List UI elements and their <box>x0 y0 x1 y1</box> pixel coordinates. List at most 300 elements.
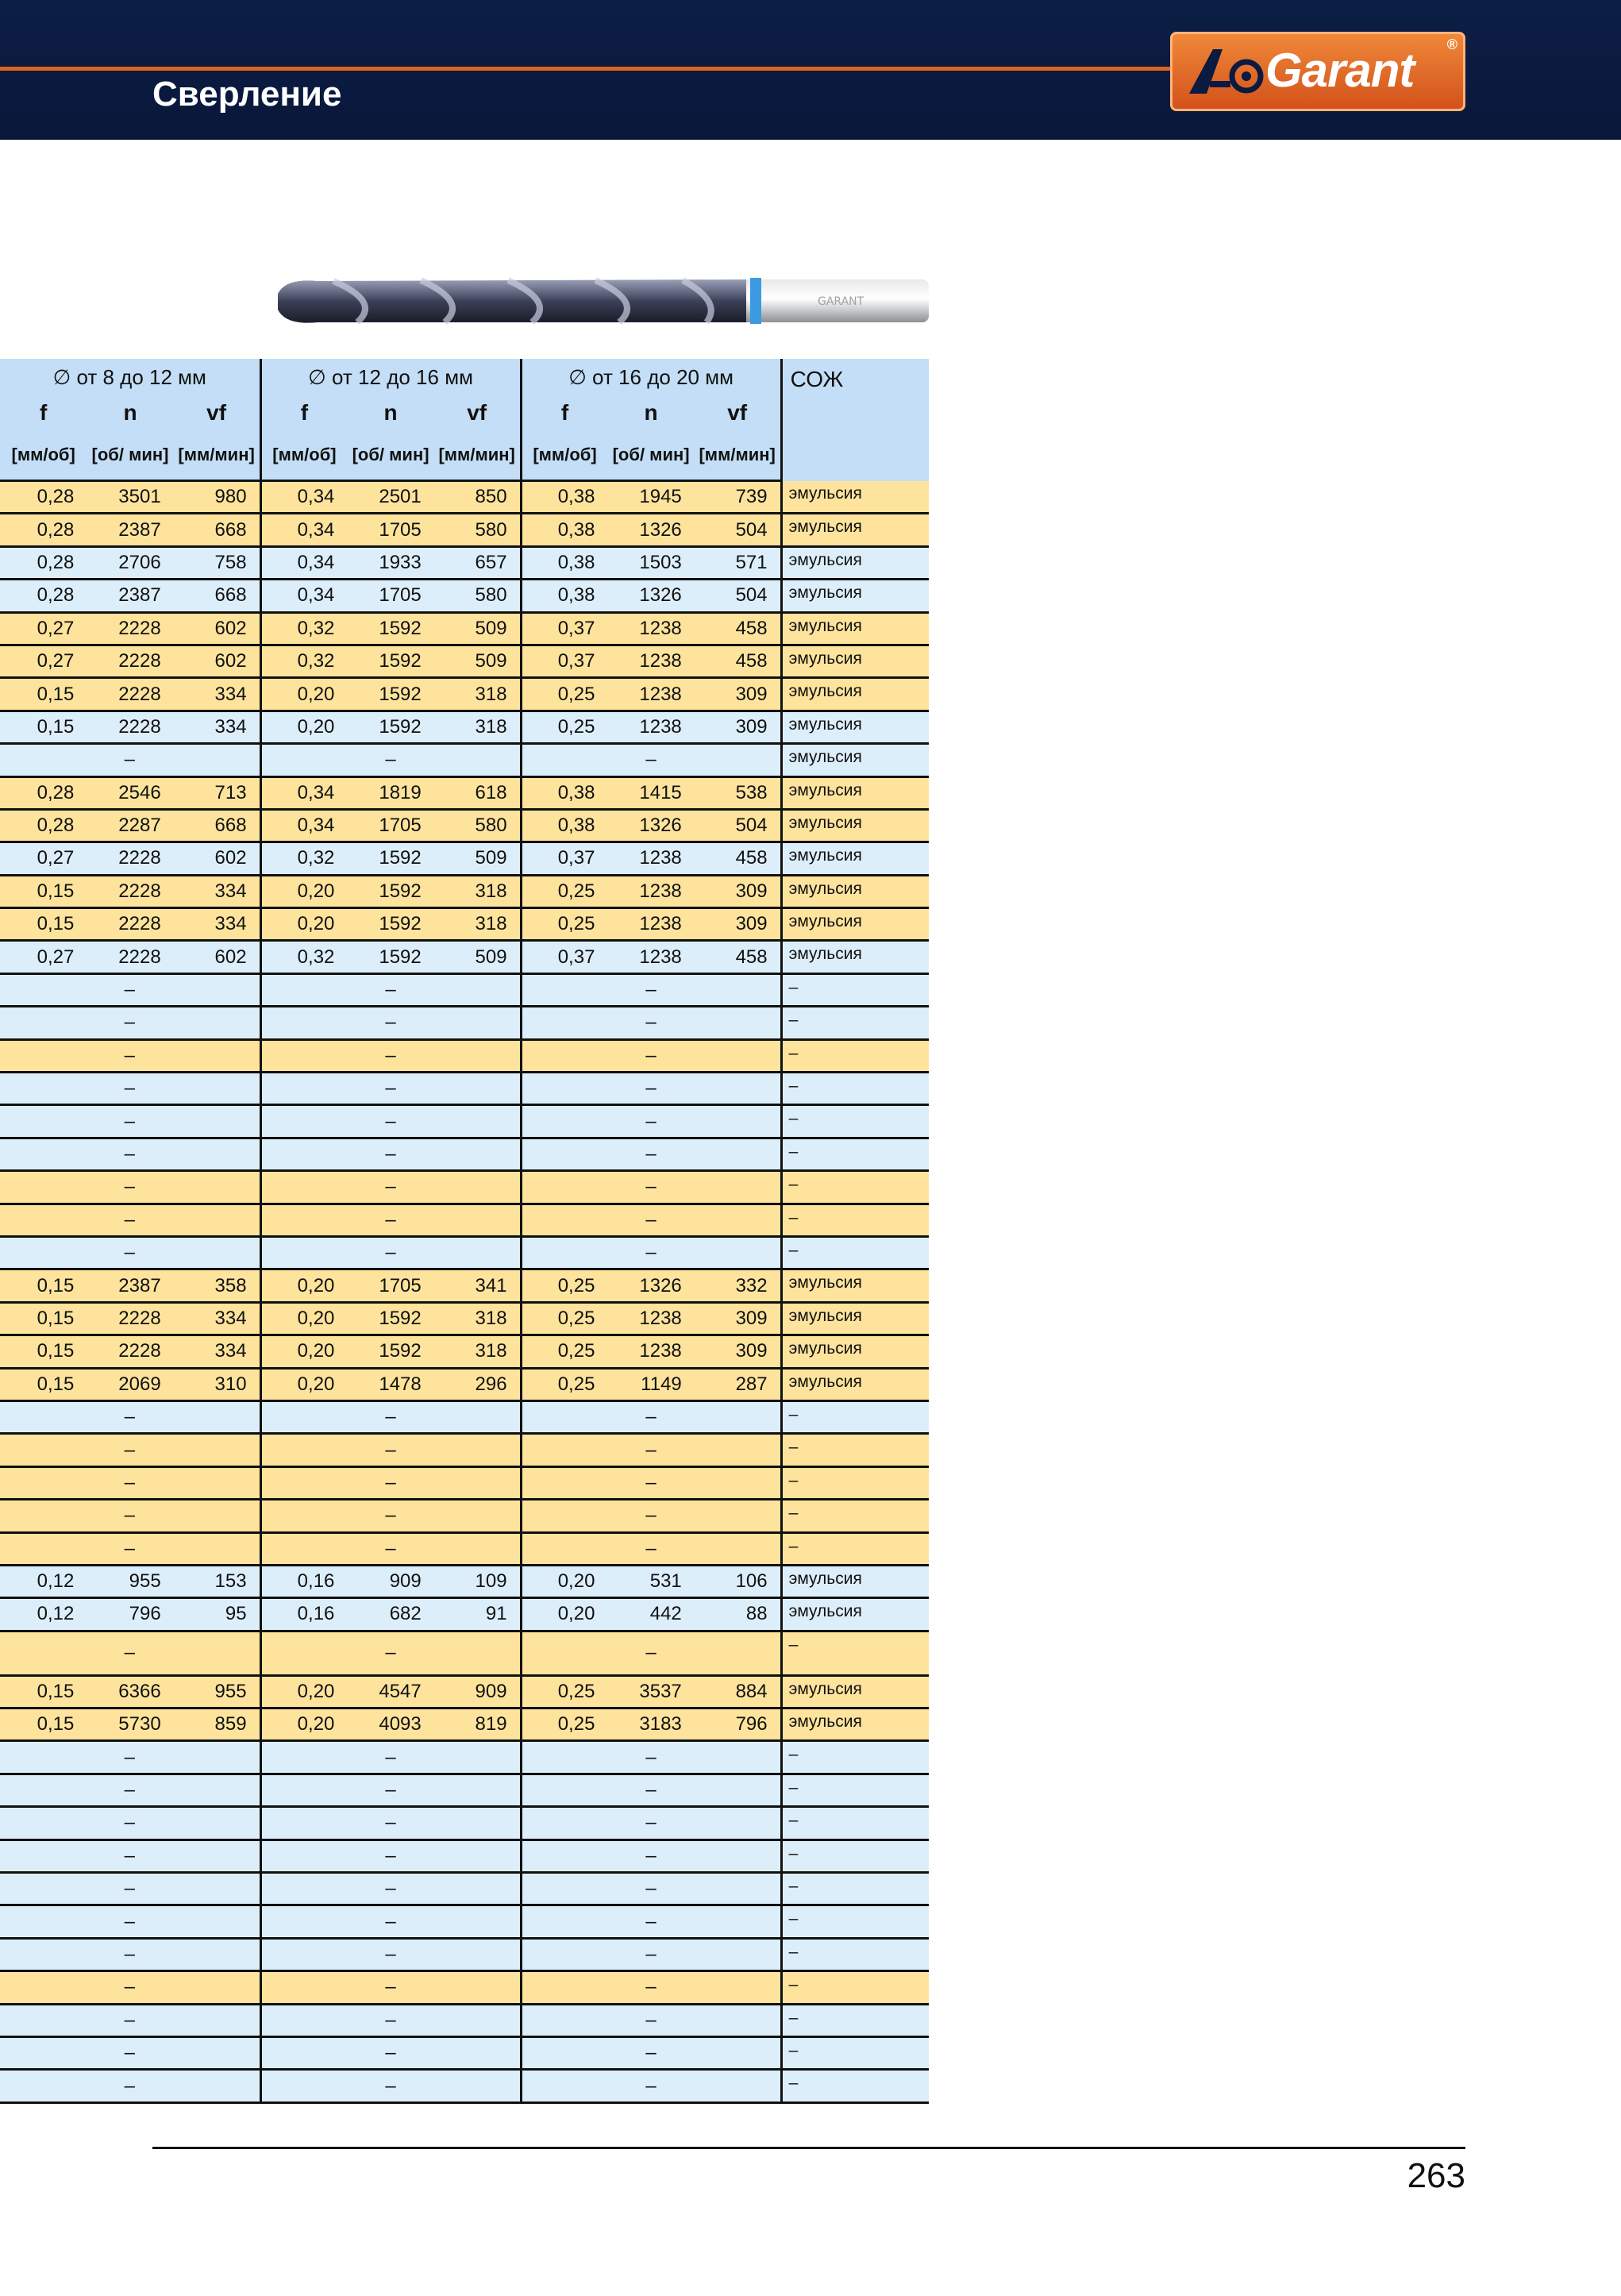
table-cell: 3537 <box>607 1675 694 1708</box>
table-cell: 509 <box>434 645 521 677</box>
coolant-cell: эмульсия <box>781 941 929 973</box>
table-cell: 0,12 <box>0 1565 87 1597</box>
table-cell: 1592 <box>347 711 433 743</box>
table-cell: 0,28 <box>0 481 87 514</box>
table-cell: 1945 <box>607 481 694 514</box>
table-cell-empty: – <box>521 1905 781 1938</box>
group-header-12-16: ∅ от 12 до 16 мм <box>260 359 521 395</box>
table-cell-empty: – <box>260 1741 521 1774</box>
table-cell: 334 <box>174 711 260 743</box>
table-cell: 287 <box>695 1368 781 1400</box>
table-row <box>0 1138 929 1170</box>
coolant-cell: – <box>781 1434 929 1466</box>
table-cell: 1149 <box>607 1368 694 1400</box>
table-cell: 2387 <box>87 1269 173 1302</box>
table-row <box>0 481 929 514</box>
table-cell: 0,15 <box>0 1368 87 1400</box>
table-cell: 796 <box>87 1598 173 1631</box>
table-row <box>0 2070 929 2102</box>
table-cell-empty: – <box>0 2036 260 2069</box>
table-row <box>0 1500 929 1532</box>
table-row <box>0 1171 929 1204</box>
table-cell: 3501 <box>87 481 173 514</box>
coolant-cell: – <box>781 1971 929 2004</box>
table-cell: 1933 <box>347 546 433 579</box>
coolant-cell: – <box>781 1774 929 1806</box>
table-cell: 4093 <box>347 1709 433 1741</box>
table-cell-empty: – <box>260 1039 521 1072</box>
table-cell: 0,28 <box>0 580 87 612</box>
table-cell-empty: – <box>260 1073 521 1105</box>
table-cell: 458 <box>695 941 781 973</box>
table-row <box>0 1073 929 1105</box>
symbol-f: f <box>0 395 87 430</box>
table-cell-empty: – <box>0 1138 260 1170</box>
table-cell-empty: – <box>521 744 781 776</box>
table-cell: 980 <box>174 481 260 514</box>
table-row <box>0 1039 929 1072</box>
table-cell: 1592 <box>347 645 433 677</box>
table-row <box>0 842 929 875</box>
table-row <box>0 678 929 711</box>
table-row <box>0 645 929 677</box>
table-cell: 2228 <box>87 842 173 875</box>
table-cell-empty: – <box>0 1774 260 1806</box>
table-cell: 0,27 <box>0 842 87 875</box>
table-cell: 1592 <box>347 1335 433 1368</box>
table-row <box>0 1565 929 1597</box>
table-cell-empty: – <box>521 1839 781 1872</box>
table-cell: 334 <box>174 875 260 907</box>
table-cell: 602 <box>174 645 260 677</box>
table-row <box>0 1839 929 1872</box>
table-cell-empty: – <box>260 2036 521 2069</box>
table-row <box>0 1007 929 1039</box>
table-cell: 504 <box>695 580 781 612</box>
coolant-cell: эмульсия <box>781 645 929 677</box>
table-cell: 1705 <box>347 1269 433 1302</box>
table-cell: 504 <box>695 514 781 546</box>
table-cell: 819 <box>434 1709 521 1741</box>
table-cell: 2706 <box>87 546 173 579</box>
table-row <box>0 1105 929 1138</box>
table-cell: 0,16 <box>260 1565 347 1597</box>
coolant-cell: эмульсия <box>781 1675 929 1708</box>
table-cell: 509 <box>434 842 521 875</box>
coolant-cell: эмульсия <box>781 580 929 612</box>
table-cell-empty: – <box>0 2004 260 2036</box>
table-row <box>0 1302 929 1335</box>
table-cell-empty: – <box>260 1873 521 1905</box>
table-cell-empty: – <box>260 1774 521 1806</box>
table-cell: 0,25 <box>521 875 607 907</box>
coolant-cell: – <box>781 1631 929 1675</box>
table-cell: 0,32 <box>260 941 347 973</box>
table-cell: 0,15 <box>0 1675 87 1708</box>
cutting-data-table <box>0 359 929 2104</box>
table-cell: 0,25 <box>521 1709 607 1741</box>
table-cell-empty: – <box>260 1839 521 1872</box>
table-cell: 0,34 <box>260 481 347 514</box>
cutting-data-table-wrap <box>0 359 929 2104</box>
table-cell: 109 <box>434 1565 521 1597</box>
table-cell-empty: – <box>0 973 260 1006</box>
coolant-cell: эмульсия <box>781 908 929 941</box>
table-cell: 2228 <box>87 678 173 711</box>
table-cell: 0,25 <box>521 1269 607 1302</box>
table-cell: 884 <box>695 1675 781 1708</box>
table-cell: 0,25 <box>521 1675 607 1708</box>
table-cell-empty: – <box>0 1631 260 1675</box>
garant-logo <box>1170 32 1465 111</box>
table-cell: 1592 <box>347 678 433 711</box>
coolant-cell: эмульсия <box>781 1598 929 1631</box>
table-cell: 0,15 <box>0 1709 87 1741</box>
table-cell: 0,38 <box>521 546 607 579</box>
symbol-n: n <box>347 395 433 430</box>
table-cell: 334 <box>174 678 260 711</box>
table-cell: 0,20 <box>260 875 347 907</box>
table-cell: 682 <box>347 1598 433 1631</box>
table-cell-empty: – <box>0 1532 260 1565</box>
table-cell-empty: – <box>521 1741 781 1774</box>
table-cell: 1238 <box>607 941 694 973</box>
table-cell: 0,28 <box>0 809 87 842</box>
table-cell: 602 <box>174 612 260 645</box>
table-cell: 571 <box>695 546 781 579</box>
table-cell-empty: – <box>260 1466 521 1499</box>
table-cell: 2228 <box>87 645 173 677</box>
table-cell: 955 <box>87 1565 173 1597</box>
unit-feed-rate: [мм/мин] <box>174 430 260 481</box>
table-cell-empty: – <box>0 1873 260 1905</box>
coolant-cell: – <box>781 2004 929 2036</box>
table-row <box>0 514 929 546</box>
table-cell: 0,38 <box>521 481 607 514</box>
table-cell: 0,37 <box>521 612 607 645</box>
coolant-cell: эмульсия <box>781 1269 929 1302</box>
table-cell: 1592 <box>347 875 433 907</box>
table-cell: 1592 <box>347 941 433 973</box>
table-cell-empty: – <box>260 1807 521 1839</box>
table-cell: 580 <box>434 809 521 842</box>
unit-rpm: [об/ мин] <box>87 430 173 481</box>
table-cell: 458 <box>695 842 781 875</box>
table-cell-empty: – <box>521 1400 781 1433</box>
table-cell: 0,34 <box>260 809 347 842</box>
coolant-cell: – <box>781 1938 929 1970</box>
table-cell: 955 <box>174 1675 260 1708</box>
coolant-cell: эмульсия <box>781 875 929 907</box>
table-cell-empty: – <box>0 1839 260 1872</box>
table-cell-empty: – <box>0 1905 260 1938</box>
coolant-cell: эмульсия <box>781 678 929 711</box>
table-cell: 0,25 <box>521 908 607 941</box>
table-cell: 88 <box>695 1598 781 1631</box>
table-cell-empty: – <box>521 2004 781 2036</box>
table-cell: 0,34 <box>260 514 347 546</box>
table-cell: 0,37 <box>521 842 607 875</box>
table-cell: 0,34 <box>260 580 347 612</box>
coolant-cell: эмульсия <box>781 1565 929 1597</box>
table-row <box>0 1971 929 2004</box>
table-cell-empty: – <box>0 1400 260 1433</box>
table-cell: 0,12 <box>0 1598 87 1631</box>
drill-image <box>270 270 937 333</box>
table-cell: 1592 <box>347 908 433 941</box>
table-row <box>0 1368 929 1400</box>
coolant-cell: эмульсия <box>781 776 929 809</box>
table-cell: 1238 <box>607 908 694 941</box>
coolant-cell: эмульсия <box>781 481 929 514</box>
table-row <box>0 2004 929 2036</box>
table-cell: 850 <box>434 481 521 514</box>
table-cell-empty: – <box>260 1905 521 1938</box>
table-cell-empty: – <box>521 1105 781 1138</box>
table-cell: 618 <box>434 776 521 809</box>
coolant-cell: эмульсия <box>781 1302 929 1335</box>
table-cell: 458 <box>695 612 781 645</box>
table-row <box>0 809 929 842</box>
table-cell-empty: – <box>0 1466 260 1499</box>
table-cell: 309 <box>695 1302 781 1335</box>
group-header-16-20: ∅ от 16 до 20 мм <box>521 359 781 395</box>
table-row <box>0 1905 929 1938</box>
table-cell: 909 <box>347 1565 433 1597</box>
table-cell: 296 <box>434 1368 521 1400</box>
coolant-cell: эмульсия <box>781 612 929 645</box>
coolant-cell: – <box>781 1007 929 1039</box>
table-cell: 0,27 <box>0 612 87 645</box>
coolant-cell: эмульсия <box>781 514 929 546</box>
table-cell: 2287 <box>87 809 173 842</box>
table-row <box>0 1807 929 1839</box>
table-cell: 309 <box>695 711 781 743</box>
table-cell: 0,20 <box>260 1302 347 1335</box>
table-cell-empty: – <box>0 1204 260 1236</box>
table-row <box>0 1774 929 1806</box>
symbol-f: f <box>260 395 347 430</box>
table-cell: 0,20 <box>260 678 347 711</box>
table-cell-empty: – <box>260 1138 521 1170</box>
table-cell-empty: – <box>0 1007 260 1039</box>
table-cell-empty: – <box>521 1466 781 1499</box>
page-number: 263 <box>1407 2156 1465 2195</box>
table-cell: 0,25 <box>521 1302 607 1335</box>
table-cell-empty: – <box>260 1434 521 1466</box>
table-cell-empty: – <box>521 1938 781 1970</box>
coolant-cell: – <box>781 2036 929 2069</box>
table-cell: 318 <box>434 678 521 711</box>
table-cell: 0,37 <box>521 645 607 677</box>
table-cell: 0,16 <box>260 1598 347 1631</box>
table-cell-empty: – <box>0 1500 260 1532</box>
table-cell: 309 <box>695 908 781 941</box>
table-cell-empty: – <box>521 2070 781 2102</box>
table-row <box>0 1204 929 1236</box>
unit-feed: [мм/об] <box>0 430 87 481</box>
group-header-8-12: ∅ от 8 до 12 мм <box>0 359 260 395</box>
table-cell: 318 <box>434 1302 521 1335</box>
table-cell: 2228 <box>87 1302 173 1335</box>
table-row <box>0 875 929 907</box>
table-cell: 0,27 <box>0 941 87 973</box>
table-row <box>0 908 929 941</box>
table-cell: 95 <box>174 1598 260 1631</box>
table-cell: 309 <box>695 875 781 907</box>
table-cell: 0,20 <box>521 1598 607 1631</box>
table-cell: 2228 <box>87 711 173 743</box>
table-cell: 334 <box>174 1335 260 1368</box>
table-cell: 2228 <box>87 875 173 907</box>
table-cell-empty: – <box>260 1631 521 1675</box>
table-cell: 0,20 <box>521 1565 607 1597</box>
symbol-vf: vf <box>434 395 521 430</box>
table-cell: 1326 <box>607 514 694 546</box>
table-cell-empty: – <box>0 1039 260 1072</box>
table-cell: 0,25 <box>521 711 607 743</box>
table-cell: 1415 <box>607 776 694 809</box>
table-row <box>0 1335 929 1368</box>
table-cell-empty: – <box>0 1105 260 1138</box>
table-cell-empty: – <box>521 1236 781 1269</box>
table-cell: 0,20 <box>260 1335 347 1368</box>
table-cell: 0,28 <box>0 546 87 579</box>
table-row <box>0 1532 929 1565</box>
table-cell-empty: – <box>521 1171 781 1204</box>
table-cell: 739 <box>695 481 781 514</box>
table-cell-empty: – <box>521 1138 781 1170</box>
table-cell: 2228 <box>87 941 173 973</box>
table-row <box>0 1598 929 1631</box>
table-cell: 106 <box>695 1565 781 1597</box>
table-row <box>0 1741 929 1774</box>
table-cell-empty: – <box>521 1774 781 1806</box>
table-cell-empty: – <box>521 1434 781 1466</box>
table-cell: 2387 <box>87 514 173 546</box>
table-cell-empty: – <box>260 1938 521 1970</box>
table-cell: 332 <box>695 1269 781 1302</box>
table-row <box>0 1466 929 1499</box>
table-cell: 91 <box>434 1598 521 1631</box>
table-cell: 602 <box>174 941 260 973</box>
table-cell-empty: – <box>260 1500 521 1532</box>
table-row <box>0 1434 929 1466</box>
table-cell: 0,20 <box>260 1368 347 1400</box>
table-cell: 6366 <box>87 1675 173 1708</box>
table-cell: 909 <box>434 1675 521 1708</box>
coolant-cell: – <box>781 1466 929 1499</box>
table-cell-empty: – <box>260 744 521 776</box>
table-row <box>0 941 929 973</box>
table-cell: 0,15 <box>0 1302 87 1335</box>
table-cell: 0,20 <box>260 1269 347 1302</box>
table-row <box>0 711 929 743</box>
table-cell: 0,25 <box>521 678 607 711</box>
table-cell-empty: – <box>0 1938 260 1970</box>
coolant-cell: – <box>781 1500 929 1532</box>
coolant-cell: эмульсия <box>781 1709 929 1741</box>
table-row <box>0 744 929 776</box>
table-cell: 2387 <box>87 580 173 612</box>
table-cell-empty: – <box>0 1434 260 1466</box>
table-cell: 0,15 <box>0 875 87 907</box>
header-accent-line <box>0 67 1175 71</box>
table-cell: 668 <box>174 809 260 842</box>
table-cell-empty: – <box>260 1105 521 1138</box>
table-cell-empty: – <box>521 2036 781 2069</box>
table-cell-empty: – <box>260 1400 521 1433</box>
table-body <box>0 481 929 2103</box>
page-title: Сверление <box>152 75 342 114</box>
footer-rule <box>152 2147 1465 2149</box>
unit-feed: [мм/об] <box>260 430 347 481</box>
coolant-cell: эмульсия <box>781 744 929 776</box>
table-cell: 1238 <box>607 1335 694 1368</box>
coolant-cell: – <box>781 1039 929 1072</box>
coolant-cell: – <box>781 1807 929 1839</box>
coolant-cell: – <box>781 1204 929 1236</box>
logo-text: Garant <box>1265 44 1415 97</box>
table-cell: 318 <box>434 875 521 907</box>
table-cell: 0,32 <box>260 842 347 875</box>
table-cell-empty: – <box>260 2070 521 2102</box>
table-cell: 318 <box>434 908 521 941</box>
table-row <box>0 546 929 579</box>
table-cell-empty: – <box>260 973 521 1006</box>
table-cell-empty: – <box>260 1236 521 1269</box>
table-cell: 2501 <box>347 481 433 514</box>
coolant-cell: – <box>781 1073 929 1105</box>
table-cell: 0,20 <box>260 711 347 743</box>
coolant-header: СОЖ <box>781 359 929 481</box>
table-cell: 580 <box>434 514 521 546</box>
table-cell: 0,28 <box>0 776 87 809</box>
coolant-cell: – <box>781 1236 929 1269</box>
table-cell: 1238 <box>607 645 694 677</box>
unit-feed-rate: [мм/мин] <box>695 430 781 481</box>
coolant-cell: эмульсия <box>781 711 929 743</box>
table-cell-empty: – <box>260 1007 521 1039</box>
table-cell: 1503 <box>607 546 694 579</box>
symbol-n: n <box>87 395 173 430</box>
unit-feed-rate: [мм/мин] <box>434 430 521 481</box>
table-cell-empty: – <box>0 1741 260 1774</box>
coolant-cell: эмульсия <box>781 546 929 579</box>
table-cell: 153 <box>174 1565 260 1597</box>
table-cell: 1238 <box>607 875 694 907</box>
table-cell-empty: – <box>521 1007 781 1039</box>
table-cell: 0,25 <box>521 1335 607 1368</box>
coolant-cell: – <box>781 2070 929 2102</box>
table-cell-empty: – <box>0 1073 260 1105</box>
table-cell: 509 <box>434 941 521 973</box>
table-cell: 3183 <box>607 1709 694 1741</box>
table-cell-empty: – <box>0 744 260 776</box>
table-row <box>0 1631 929 1675</box>
table-cell: 1819 <box>347 776 433 809</box>
table-cell: 1592 <box>347 1302 433 1335</box>
unit-feed: [мм/об] <box>521 430 607 481</box>
table-cell: 318 <box>434 1335 521 1368</box>
table-cell: 0,15 <box>0 678 87 711</box>
table-cell: 796 <box>695 1709 781 1741</box>
page-header <box>0 0 1621 140</box>
table-cell-empty: – <box>260 1971 521 2004</box>
table-cell: 1238 <box>607 1302 694 1335</box>
coolant-cell: эмульсия <box>781 809 929 842</box>
table-cell-empty: – <box>260 1171 521 1204</box>
